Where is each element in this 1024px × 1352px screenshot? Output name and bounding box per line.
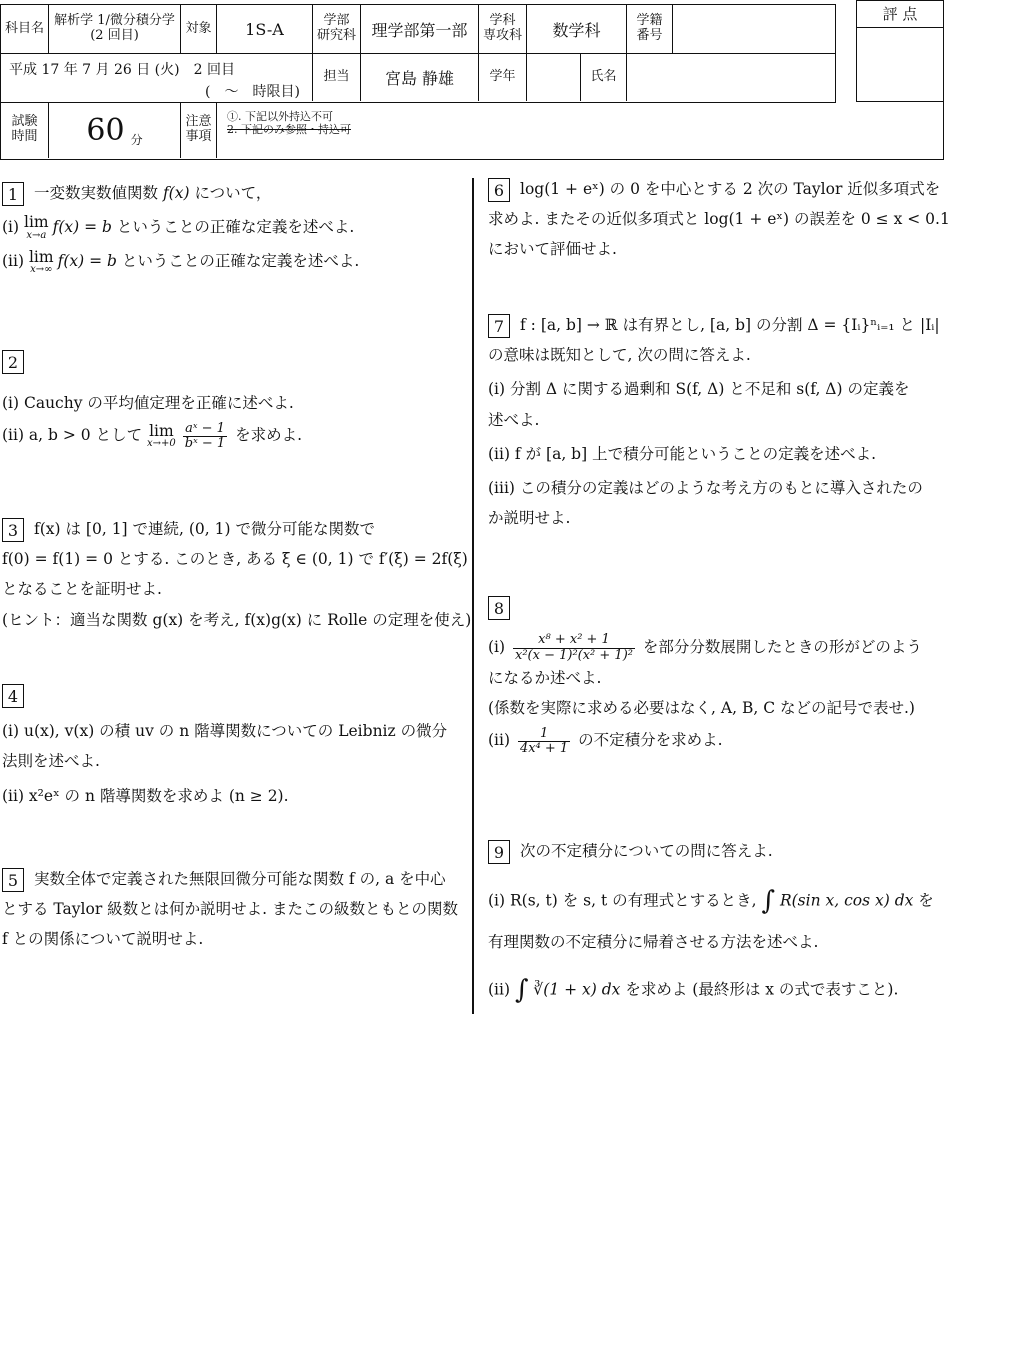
question-5-line-3: f との関係について説明せよ.	[2, 930, 204, 949]
question-5-text-1: 実数全体で定義された無限回微分可能な関数 f の, a を中心	[34, 870, 446, 888]
question-8-ii-fraction	[518, 727, 570, 757]
question-8-ii-label: (ii)	[488, 731, 511, 750]
question-6-line-1	[488, 174, 950, 204]
question-1-i-text: ということの正確な定義を述べよ.	[111, 218, 355, 237]
name-label: 氏名	[581, 53, 627, 101]
question-4-header	[2, 680, 447, 710]
question-8-fraction	[513, 633, 635, 663]
question-1-part-i	[2, 212, 359, 242]
target-label: 対象	[181, 5, 217, 53]
question-8-line-2: になるか述べよ.	[488, 669, 602, 688]
dept-label-line1: 学科	[489, 13, 516, 29]
grade-label: 学年	[479, 53, 527, 101]
question-3-line-3: となることを証明せよ.	[2, 580, 162, 599]
question-9	[488, 836, 934, 1016]
student-no-label-line2: 番号	[636, 28, 663, 43]
time-unit: 分	[130, 132, 143, 147]
note-1: ①. 下記以外持込不可	[227, 110, 333, 123]
question-3-line-1	[2, 514, 471, 544]
question-1-ii-text: ということの正確な定義を述べよ.	[116, 252, 360, 271]
question-3-number: 3	[2, 518, 24, 542]
question-7-line-2: の意味は既知として, 次の問に答えよ.	[488, 346, 751, 365]
question-5	[2, 864, 458, 955]
question-2-fraction	[183, 422, 227, 452]
question-4-line-2: 法則を述べよ.	[2, 752, 100, 771]
notes-label	[181, 102, 217, 158]
question-6	[488, 174, 950, 265]
limit-subscript: x→a	[26, 229, 47, 241]
question-1-i-label: (i)	[2, 218, 20, 237]
limit-symbol: lim	[24, 213, 49, 232]
question-7-line-1	[488, 310, 940, 340]
question-8-header	[488, 592, 922, 622]
fraction-denominator: 4x⁴ + 1	[519, 740, 569, 756]
question-4-number: 4	[2, 684, 24, 708]
question-3-hint: (ヒント：適当な関数 g(x) を考え, f(x)g(x) に Rolle の定理を使え)	[2, 610, 472, 629]
student-no-field[interactable]	[673, 5, 835, 53]
time-label	[1, 102, 49, 158]
question-1-i-limit	[24, 215, 49, 241]
question-2	[2, 346, 302, 451]
question-8-ii-text: の不定積分を求めよ.	[573, 731, 723, 750]
limit-subscript: x→∞	[30, 264, 53, 276]
question-4-line-3: (ii) x²eˣ の n 階導関数を求めよ (n ≥ 2).	[2, 786, 289, 805]
student-no-label-line1: 学籍	[636, 13, 663, 29]
question-6-line-3: において評価せよ.	[488, 240, 617, 259]
question-1-i-math: f(x) = b	[52, 218, 112, 237]
question-9-ii-text: を求めよ (最終形は x の式で表すこと).	[620, 980, 899, 999]
question-8-part-i	[488, 632, 922, 663]
question-9-i-text: を	[913, 891, 934, 910]
question-8-part-ii	[488, 725, 922, 756]
question-1-number: 1	[2, 182, 24, 206]
question-4-line-1: (i) u(x), v(x) の積 uv の n 階導関数についての Leibniz の微分	[2, 722, 448, 741]
header-row-3	[0, 102, 944, 160]
question-2-header	[2, 346, 302, 376]
question-6-text-1: log(1 + eˣ) の 0 を中心とする 2 次の Taylor 近似多項式を	[520, 180, 941, 198]
question-9-line-1	[488, 836, 934, 866]
notes-label-line2: 事項	[185, 129, 212, 144]
question-9-i-integrand: R(sin x, cos x) dx	[779, 891, 914, 910]
question-8-i-text: を部分分数展開したときの形がどのよう	[637, 638, 922, 657]
faculty-value: 理学部第一部	[361, 5, 479, 53]
subject-label: 科目名	[1, 5, 49, 53]
faculty-label-line1: 学部	[323, 13, 350, 29]
fraction-numerator: x⁸ + x² + 1	[513, 633, 635, 648]
question-1-ii-math: f(x) = b	[57, 252, 117, 271]
name-field[interactable]	[627, 53, 835, 101]
question-7-text-1: f : [a, b] → ℝ は有界とし, [a, b] の分割 Δ = {Iᵢ}ⁿᵢ₌₁ と |Iᵢ|	[520, 316, 940, 334]
grade-field[interactable]	[527, 53, 581, 101]
question-9-ii-label: (ii)	[488, 980, 515, 999]
limit-symbol: lim	[28, 247, 54, 266]
question-3-text-1: f(x) は [0, 1] で連続, (0, 1) で微分可能な関数で	[34, 520, 375, 538]
question-5-line-1	[2, 864, 458, 894]
question-1-part-ii	[2, 246, 359, 276]
time-label-line2: 時間	[11, 129, 38, 144]
question-1-intro-post: について，	[189, 184, 272, 202]
question-1	[2, 178, 359, 277]
question-2-number: 2	[2, 350, 24, 374]
subject-value-line2: (2 回目)	[90, 28, 139, 43]
target-value: 1S-A	[217, 5, 313, 53]
notes-label-line1: 注意	[185, 114, 212, 130]
dept-label	[479, 5, 527, 53]
note-2: 2. 下記のみ参照・持込可	[227, 123, 351, 136]
question-7-number: 7	[488, 314, 510, 338]
question-3	[2, 514, 471, 635]
time-value: 60	[86, 112, 125, 148]
notes-content	[227, 110, 351, 136]
student-no-label	[627, 5, 673, 53]
question-1-intro: 一変数実数値関数	[34, 184, 163, 202]
question-7	[488, 310, 940, 534]
faculty-label	[313, 5, 361, 53]
question-2-part-ii	[2, 420, 302, 451]
question-2-part-i: (i) Cauchy の平均値定理を正確に述べよ.	[2, 394, 294, 413]
header-row-2	[0, 53, 836, 103]
teacher-value: 宮島 静雄	[361, 53, 479, 101]
exam-date: 平成 17 年 7 月 26 日 (火) 2 回目	[9, 62, 235, 78]
question-1-header	[2, 178, 359, 208]
integral-sign: ∫	[761, 886, 776, 917]
faculty-label-line2: 研究科	[316, 28, 356, 43]
score-field[interactable]	[857, 28, 943, 101]
question-3-line-2: f(0) = f(1) = 0 とする. このとき, ある ξ ∈ (0, 1) で f′(ξ) = 2f(ξ)	[2, 550, 468, 569]
question-7-line-3: (i) 分割 Δ に関する過剰和 S(f, Δ) と不足和 s(f, Δ) の定義を	[488, 380, 910, 399]
question-8-number: 8	[488, 596, 510, 620]
question-5-number: 5	[2, 868, 24, 892]
time-value-cell	[49, 102, 181, 158]
integral-sign: ∫	[514, 975, 529, 1006]
question-8-line-3: (係数を実際に求める必要はなく, A, B, C などの記号で表せ.)	[488, 699, 915, 718]
question-1-intro-math: f(x)	[162, 184, 190, 202]
question-4	[2, 680, 447, 811]
question-9-part-ii	[488, 965, 934, 1016]
column-divider	[472, 178, 474, 1014]
question-8-i-label: (i)	[488, 638, 506, 657]
question-9-part-i	[488, 876, 934, 927]
exam-period: ( ～ 時限目)	[205, 84, 300, 100]
fraction-denominator: bˣ − 1	[184, 435, 226, 451]
question-9-i-label: (i) R(s, t) を s, t の有理式とするとき,	[488, 891, 762, 910]
question-2-ii-label: (ii) a, b > 0 として	[2, 426, 143, 445]
question-2-ii-limit	[147, 421, 176, 450]
dept-value: 数学科	[527, 5, 627, 53]
question-9-number: 9	[488, 840, 510, 864]
fraction-numerator: 1	[518, 727, 570, 742]
question-7-line-5: (ii) f が [a, b] 上で積分可能ということの定義を述べよ.	[488, 444, 876, 463]
question-5-line-2: とする Taylor 級数とは何か説明せよ. またこの級数ともとの関数	[2, 900, 459, 919]
question-9-ii-integrand: ∛(1 + x) dx	[533, 980, 621, 999]
question-1-ii-label: (ii)	[2, 252, 25, 271]
date-cell	[1, 53, 313, 101]
score-box	[856, 0, 944, 102]
fraction-denominator: x²(x − 1)²(x² + 1)²	[515, 647, 633, 663]
limit-symbol: lim	[149, 421, 174, 440]
question-7-line-7: か説明せよ.	[488, 509, 571, 528]
question-6-number: 6	[488, 178, 510, 202]
header-row-1	[0, 4, 836, 54]
limit-subscript: x→+0	[147, 438, 176, 450]
subject-value	[49, 5, 181, 53]
question-8	[488, 592, 922, 756]
time-label-line1: 試験	[11, 114, 38, 130]
subject-value-line1: 解析学 1/微分積分学	[54, 13, 175, 29]
question-7-line-4: 述べよ.	[488, 410, 540, 429]
question-6-line-2: 求めよ. またその近似多項式と log(1 + eˣ) の誤差を 0 ≤ x < 0.1	[488, 210, 950, 229]
question-7-line-6: (iii) この積分の定義はどのような考え方のもとに導入されたの	[488, 479, 923, 498]
fraction-numerator: aˣ − 1	[183, 422, 227, 437]
question-1-ii-limit	[28, 247, 54, 276]
question-9-line-3: 有理関数の不定積分に帰着させる方法を述べよ.	[488, 932, 819, 951]
teacher-label: 担当	[313, 53, 361, 101]
dept-label-line2: 専攻科	[482, 28, 522, 43]
question-2-ii-text: を求めよ.	[230, 426, 303, 445]
question-9-text-1: 次の不定積分についての問に答えよ.	[520, 842, 773, 860]
score-label: 評 点	[857, 1, 943, 28]
